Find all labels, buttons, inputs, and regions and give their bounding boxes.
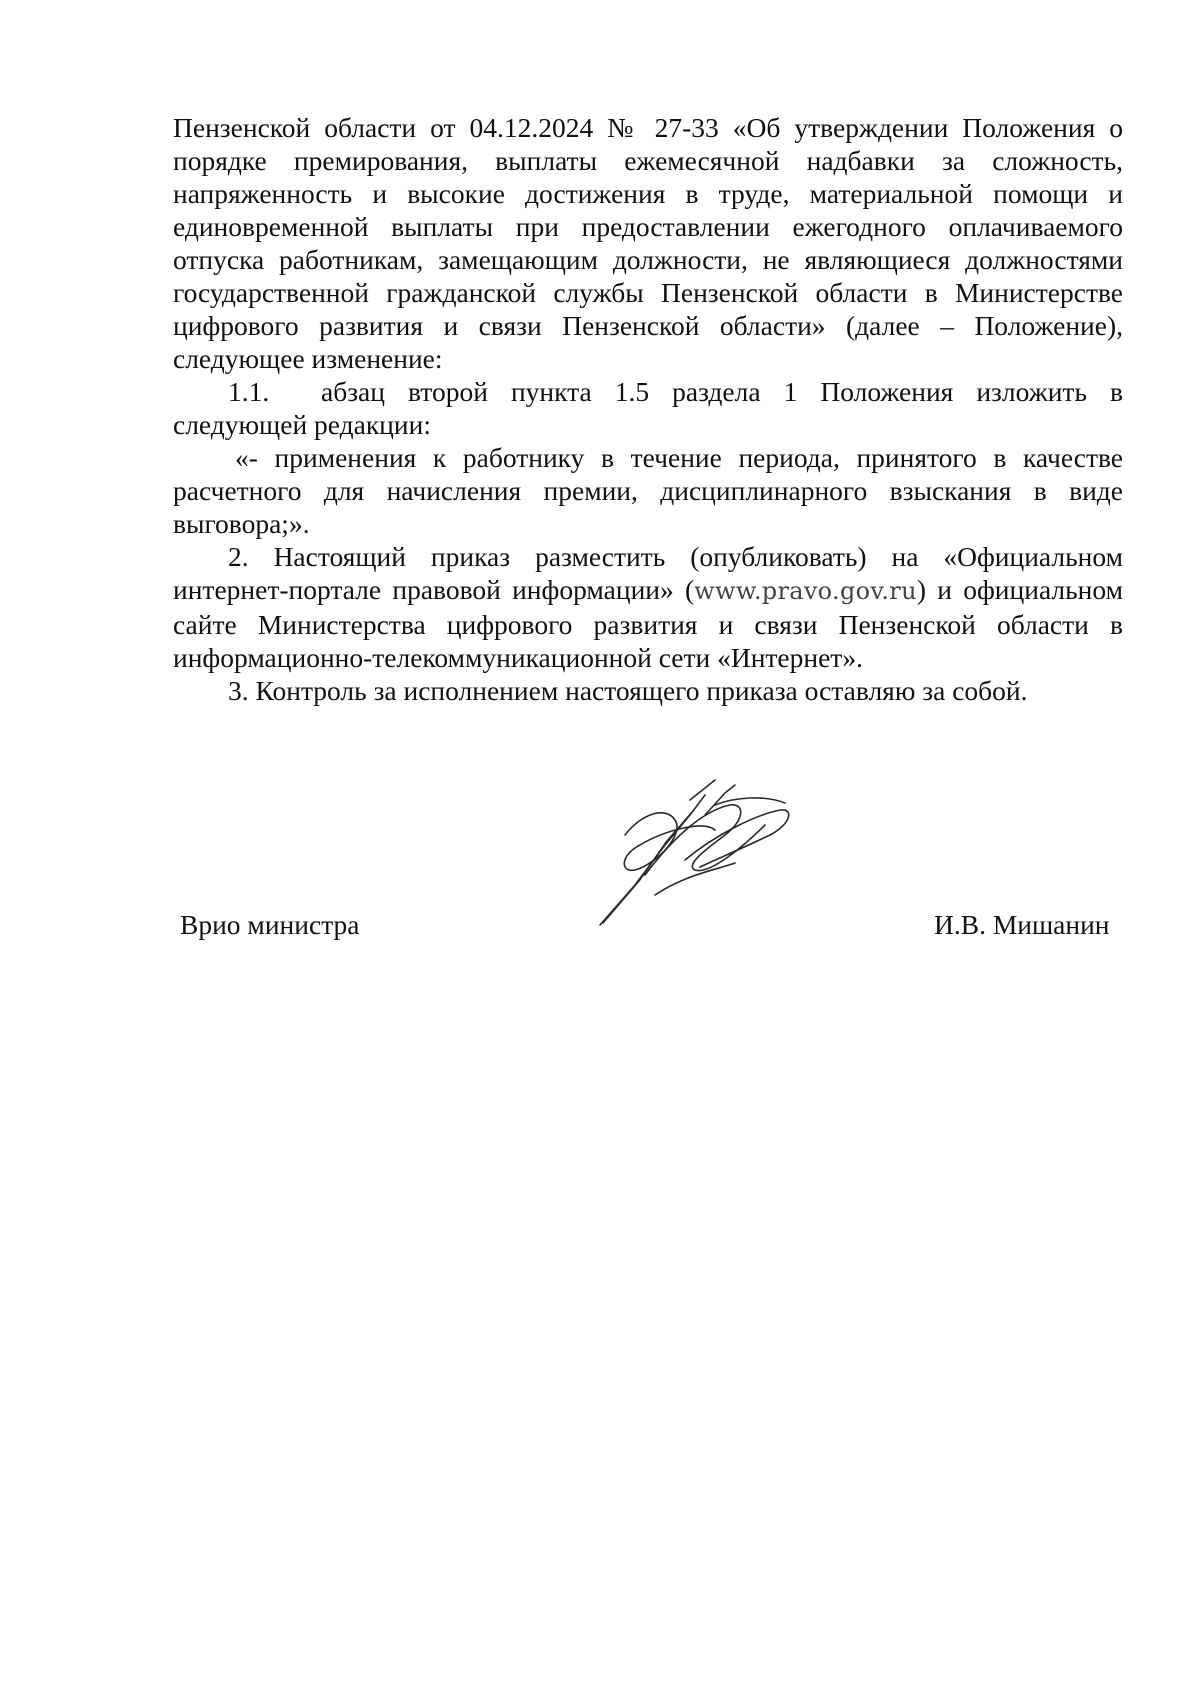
item-1-1-text: абзац второй пункта 1.5 раздела 1 Положения изложить в следующей редакции: bbox=[173, 376, 1123, 440]
item-2-text-after: ) и официальном сайте Министерства цифрового развития и связи Пензенской области в информационно-телекоммуникационной сети «Интернет». bbox=[173, 574, 1123, 673]
item-1-1 bbox=[173, 375, 1123, 441]
pravo-url-link[interactable]: www.pravo.gov.ru bbox=[694, 577, 917, 605]
item-2 bbox=[173, 540, 1123, 674]
signer-name: И.В. Мишанин bbox=[934, 909, 1110, 940]
document-body bbox=[173, 111, 1123, 707]
item-1-1-number: 1.1. bbox=[228, 376, 270, 407]
paragraph-intro: Пензенской области от 04.12.2024 № 27-33 «Об утверждении Положения о порядке премирования, выплаты ежемесячной надбавки за сложность, напряженность и высокие достижения в труде, материальной помощи и единовременной выплаты при предоставлении ежегодного оплачиваемого отпуска работникам, замещающим должности, не являющиеся должностями государственной гражданской службы Пензенской области в Министерстве цифрового развития и связи Пензенской области» (далее – Положение), следующее изменение: bbox=[173, 112, 1123, 374]
quote-paragraph: «- применения к работнику в течение периода, принятого в качестве расчетного для начисления премии, дисциплинарного взыскания в виде выговора;». bbox=[173, 442, 1123, 539]
signer-position: Врио министра bbox=[180, 909, 360, 940]
handwritten-signature bbox=[595, 775, 805, 935]
item-2-text-before: 2. Настоящий приказ разместить (опубликовать) на «Официальном интернет-портале правовой информации» ( bbox=[173, 541, 1123, 605]
item-3: 3. Контроль за исполнением настоящего приказа оставляю за собой. bbox=[228, 675, 1028, 706]
